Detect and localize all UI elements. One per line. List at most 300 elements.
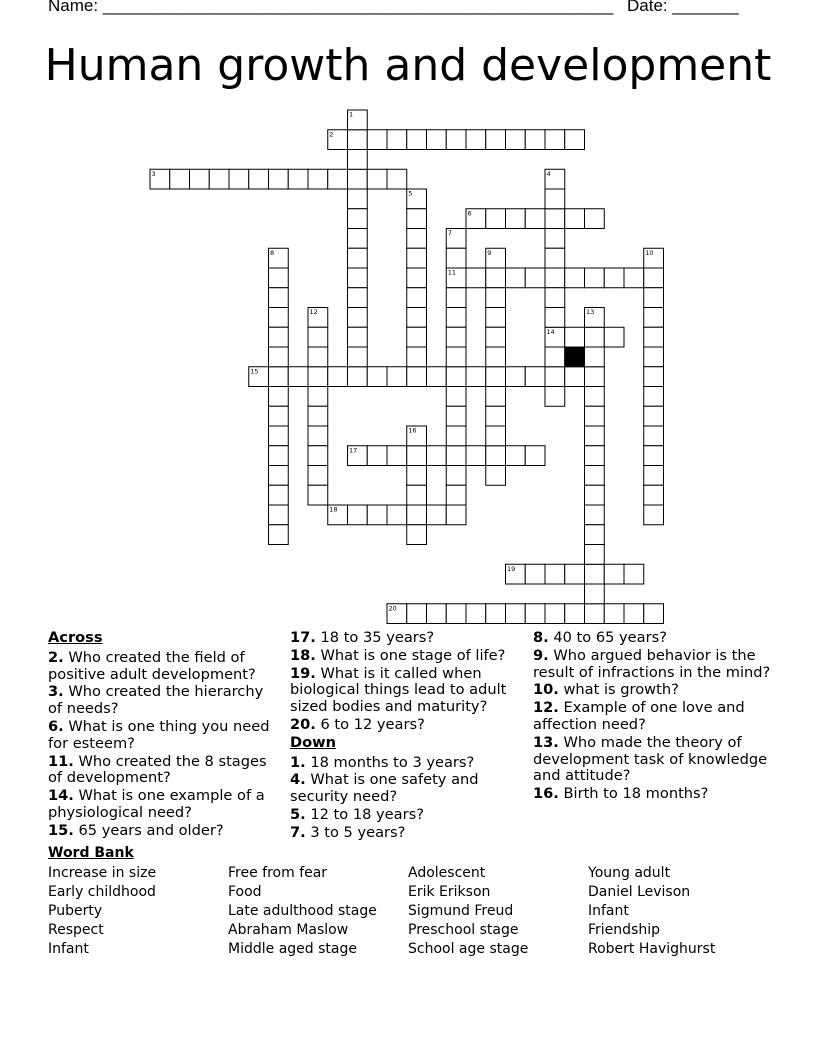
cell-number: 9	[487, 248, 492, 257]
grid-cell[interactable]	[269, 308, 289, 328]
grid-cell[interactable]	[249, 169, 269, 189]
clue-text: Who created the hierarchy of needs?	[48, 683, 264, 718]
clue-text: 3 to 5 years?	[305, 823, 406, 841]
grid-cell[interactable]	[446, 466, 466, 486]
grid-cell[interactable]	[348, 505, 368, 525]
grid-cell[interactable]	[308, 466, 328, 486]
grid-cell[interactable]	[348, 367, 368, 387]
grid-cell[interactable]	[604, 564, 624, 584]
clue-number: 4.	[290, 771, 306, 789]
grid-cell[interactable]	[269, 505, 289, 525]
clue-number: 1.	[290, 753, 306, 771]
word-bank-item: Early childhood	[48, 884, 156, 900]
grid-cell[interactable]	[269, 268, 289, 288]
cell-number: 11	[447, 268, 457, 277]
grid-cell[interactable]	[348, 308, 368, 328]
grid-cell[interactable]	[348, 268, 368, 288]
grid-cell[interactable]	[486, 446, 506, 466]
grid-cell[interactable]	[585, 564, 605, 584]
grid-cell[interactable]	[585, 387, 605, 407]
grid-cell[interactable]	[446, 308, 466, 328]
grid-cell[interactable]	[407, 327, 427, 347]
grid-cell[interactable]	[585, 367, 605, 387]
cell-number: 10	[645, 248, 654, 257]
grid-cell[interactable]	[565, 327, 585, 347]
grid-cell[interactable]	[565, 604, 585, 624]
grid-cell[interactable]	[545, 564, 565, 584]
grid-cell[interactable]	[486, 327, 506, 347]
grid-cell[interactable]	[407, 209, 427, 229]
grid-cell[interactable]	[506, 130, 526, 150]
grid-cell[interactable]	[229, 169, 249, 189]
shaded-cell	[565, 347, 585, 367]
grid-cell[interactable]	[407, 485, 427, 505]
clue-number: 18.	[290, 646, 316, 664]
clue-number: 13.	[533, 733, 559, 751]
grid-cell[interactable]	[269, 426, 289, 446]
clue-text: what is growth?	[558, 681, 679, 699]
grid-cell[interactable]	[545, 130, 565, 150]
word-bank-item: Young adult	[588, 865, 671, 881]
grid-cell[interactable]	[585, 545, 605, 565]
grid-cell[interactable]	[525, 209, 545, 229]
clue-text: 18 months to 3 years?	[305, 753, 475, 771]
grid-cell[interactable]	[486, 308, 506, 328]
date-field[interactable]: Date: _______	[627, 0, 739, 15]
page-title: Human growth and development	[44, 40, 772, 91]
grid-cell[interactable]	[269, 446, 289, 466]
grid-cell[interactable]	[348, 327, 368, 347]
clues-column-1	[48, 630, 273, 841]
grid-cell[interactable]	[328, 367, 348, 387]
grid-cell[interactable]	[427, 505, 447, 525]
grid-cell[interactable]	[585, 446, 605, 466]
grid-cell[interactable]	[585, 485, 605, 505]
grid-cell[interactable]	[308, 406, 328, 426]
grid-cell[interactable]	[446, 288, 466, 308]
clue	[48, 823, 273, 840]
grid-cell[interactable]	[644, 308, 664, 328]
clue-number: 7.	[290, 823, 306, 841]
grid-cell[interactable]	[525, 446, 545, 466]
grid-cell[interactable]	[644, 288, 664, 308]
grid-cell[interactable]	[525, 564, 545, 584]
cell-number: 16	[408, 426, 417, 435]
grid-cell[interactable]	[348, 248, 368, 268]
clue-text: 40 to 65 years?	[548, 629, 667, 646]
clue-text: 12 to 18 years?	[305, 805, 424, 823]
cell-number: 20	[388, 604, 397, 613]
cell-number: 5	[408, 189, 413, 198]
grid-cell[interactable]	[308, 426, 328, 446]
clue	[290, 825, 520, 842]
word-bank-item: Infant	[48, 941, 89, 957]
clue-number: 8.	[533, 629, 549, 646]
grid-cell[interactable]	[545, 347, 565, 367]
word-bank-item: Sigmund Freud	[408, 903, 514, 919]
grid-cell[interactable]	[308, 485, 328, 505]
grid-cell[interactable]	[446, 604, 466, 624]
across-clue-list-continued	[290, 630, 520, 734]
cell-number: 18	[329, 505, 338, 514]
clue	[290, 666, 520, 716]
grid-cell[interactable]	[308, 327, 328, 347]
word-bank-item: Abraham Maslow	[228, 922, 349, 938]
grid-cell[interactable]	[585, 209, 605, 229]
grid-cell[interactable]	[367, 446, 387, 466]
grid-cell[interactable]	[466, 268, 486, 288]
grid-cell[interactable]	[486, 288, 506, 308]
word-bank-item: Increase in size	[48, 865, 157, 881]
grid-cell[interactable]	[624, 564, 644, 584]
clue-number: 6.	[48, 717, 64, 735]
cell-number: 17	[349, 446, 358, 455]
grid-cell[interactable]	[288, 169, 308, 189]
cell-number: 14	[546, 327, 555, 336]
clues-column-3	[533, 630, 773, 804]
clue	[48, 754, 273, 788]
word-bank-item: Friendship	[588, 922, 660, 938]
grid-cell[interactable]	[644, 604, 664, 624]
cell-number: 15	[250, 367, 259, 376]
grid-cell[interactable]	[565, 130, 585, 150]
grid-cell[interactable]	[269, 327, 289, 347]
grid-cell[interactable]	[585, 505, 605, 525]
cell-number: 12	[309, 308, 318, 316]
clue-number: 15.	[48, 821, 74, 839]
word-bank-item: Free from fear	[228, 865, 328, 881]
down-clue-list-continued	[533, 630, 773, 803]
grid-cell[interactable]	[466, 446, 486, 466]
grid-cell[interactable]	[585, 525, 605, 545]
grid-cell[interactable]	[506, 604, 526, 624]
grid-cell[interactable]	[545, 229, 565, 249]
clue-number: 12.	[533, 699, 559, 717]
grid-cell[interactable]	[545, 604, 565, 624]
name-field[interactable]: Name: ______________________________________________________	[48, 0, 614, 15]
grid-cell[interactable]	[644, 466, 664, 486]
clue	[533, 700, 773, 734]
grid-cell[interactable]	[545, 268, 565, 288]
grid-cell[interactable]	[387, 130, 407, 150]
grid-cell[interactable]	[269, 406, 289, 426]
grid-cell[interactable]	[387, 446, 407, 466]
grid-cell[interactable]	[407, 288, 427, 308]
clue-number: 19.	[290, 664, 316, 682]
grid-cell[interactable]	[525, 130, 545, 150]
grid-cell[interactable]	[545, 288, 565, 308]
grid-cell[interactable]	[269, 169, 289, 189]
clue-text: Who made the theory of development task of knowledge and attitude?	[533, 733, 768, 785]
cell-number: 13	[586, 308, 595, 316]
grid-cell[interactable]	[525, 367, 545, 387]
grid-cell[interactable]	[486, 347, 506, 367]
grid-cell[interactable]	[624, 268, 644, 288]
grid-cell[interactable]	[407, 347, 427, 367]
word-bank-item: School age stage	[408, 941, 529, 957]
clue-number: 11.	[48, 752, 74, 770]
clue-text: What is one thing you need for esteem?	[48, 717, 270, 752]
grid-cell[interactable]	[269, 485, 289, 505]
clue-text: 65 years and older?	[73, 821, 224, 839]
grid-cell[interactable]	[486, 604, 506, 624]
grid-cell[interactable]	[446, 446, 466, 466]
clue-number: 2.	[48, 648, 64, 666]
clues-column-2	[290, 630, 520, 843]
grid-cell[interactable]	[585, 406, 605, 426]
grid-cell[interactable]	[565, 268, 585, 288]
grid-cell[interactable]	[308, 347, 328, 367]
word-bank-item: Preschool stage	[408, 922, 519, 938]
grid-cell[interactable]	[308, 387, 328, 407]
clue-text: 6 to 12 years?	[315, 715, 425, 733]
grid-cell[interactable]	[387, 169, 407, 189]
clue-number: 5.	[290, 805, 306, 823]
grid-cell[interactable]	[348, 150, 368, 170]
grid-cell[interactable]	[585, 584, 605, 604]
grid-cell[interactable]	[427, 130, 447, 150]
grid-cell[interactable]	[506, 268, 526, 288]
grid-cell[interactable]	[427, 367, 447, 387]
grid-cell[interactable]	[446, 347, 466, 367]
grid-cell[interactable]	[170, 169, 190, 189]
grid-cell[interactable]	[506, 446, 526, 466]
grid-cell[interactable]	[387, 367, 407, 387]
grid-cell[interactable]	[565, 564, 585, 584]
clue-number: 3.	[48, 683, 64, 701]
grid-cell[interactable]	[446, 406, 466, 426]
clue-text: Who created the 8 stages of development?	[48, 752, 267, 787]
clue-text: What is one stage of life?	[315, 646, 506, 664]
grid-cell[interactable]	[446, 130, 466, 150]
grid-cell[interactable]	[446, 485, 466, 505]
grid-cell[interactable]	[367, 367, 387, 387]
grid-cell[interactable]	[269, 347, 289, 367]
grid-cell[interactable]	[486, 426, 506, 446]
grid-cell[interactable]	[269, 367, 289, 387]
word-bank-item: Late adulthood stage	[228, 903, 377, 919]
grid-cell[interactable]	[407, 466, 427, 486]
clue-number: 10.	[533, 681, 559, 699]
clue	[290, 755, 520, 772]
grid-cell[interactable]	[348, 229, 368, 249]
grid-cell[interactable]	[644, 406, 664, 426]
clue	[290, 807, 520, 824]
clue-text: 18 to 35 years?	[315, 629, 435, 646]
grid-cell[interactable]	[269, 288, 289, 308]
grid-cell[interactable]	[407, 248, 427, 268]
clue-text: Birth to 18 months?	[558, 785, 709, 803]
grid-cell[interactable]	[486, 130, 506, 150]
grid-cell[interactable]	[604, 268, 624, 288]
word-bank-column	[228, 864, 408, 959]
clue	[48, 684, 273, 718]
clue-text: What is one safety and security need?	[290, 771, 479, 806]
grid-cell[interactable]	[387, 505, 407, 525]
word-bank-item: Food	[228, 884, 262, 900]
across-clue-list	[48, 650, 273, 840]
word-bank-column	[588, 864, 768, 959]
grid-cell[interactable]	[328, 169, 348, 189]
grid-cell[interactable]	[209, 169, 229, 189]
grid-cell[interactable]	[348, 169, 368, 189]
grid-cell[interactable]	[407, 229, 427, 249]
grid-cell[interactable]	[348, 288, 368, 308]
cell-number: 7	[447, 229, 452, 237]
grid-cell[interactable]	[446, 327, 466, 347]
clue-number: 14.	[48, 787, 74, 805]
cell-number: 1	[349, 110, 354, 119]
grid-cell[interactable]	[269, 387, 289, 407]
grid-cell[interactable]	[644, 446, 664, 466]
grid-cell[interactable]	[525, 268, 545, 288]
grid-cell[interactable]	[545, 308, 565, 328]
grid-cell[interactable]	[446, 505, 466, 525]
word-bank-item: Erik Erikson	[408, 884, 491, 900]
grid-cell[interactable]	[407, 446, 427, 466]
grid-cell[interactable]	[407, 367, 427, 387]
grid-cell[interactable]	[486, 406, 506, 426]
word-bank-item: Puberty	[48, 903, 103, 919]
grid-cell[interactable]	[585, 466, 605, 486]
clue	[48, 788, 273, 822]
grid-cell[interactable]	[269, 525, 289, 545]
grid-cell[interactable]	[644, 347, 664, 367]
clue	[533, 630, 773, 647]
grid-cell[interactable]	[407, 505, 427, 525]
cell-number: 2	[329, 130, 334, 139]
grid-cell[interactable]	[585, 268, 605, 288]
grid-cell[interactable]	[466, 130, 486, 150]
grid-cell[interactable]	[348, 130, 368, 150]
cell-number: 4	[546, 169, 551, 178]
clue-number: 9.	[533, 646, 549, 664]
grid-cell[interactable]	[545, 189, 565, 209]
grid-cell[interactable]	[506, 209, 526, 229]
grid-cell[interactable]	[446, 248, 466, 268]
grid-cell[interactable]	[269, 466, 289, 486]
grid-cell[interactable]	[585, 426, 605, 446]
grid-cell[interactable]	[506, 367, 526, 387]
grid-cell[interactable]	[367, 130, 387, 150]
grid-cell[interactable]	[644, 268, 664, 288]
clue	[48, 719, 273, 753]
grid-cell[interactable]	[644, 426, 664, 446]
clue-text: What is it called when biological things lead to adult sized bodies and maturity?	[290, 664, 507, 716]
grid-cell[interactable]	[644, 505, 664, 525]
word-bank-item: Middle aged stage	[228, 941, 357, 957]
word-bank-column	[408, 864, 588, 959]
grid-cell[interactable]	[427, 446, 447, 466]
grid-cell[interactable]	[446, 367, 466, 387]
grid-cell[interactable]	[348, 209, 368, 229]
grid-cell[interactable]	[288, 367, 308, 387]
down-clue-list	[290, 755, 520, 842]
word-bank-column	[48, 864, 228, 959]
grid-cell[interactable]	[407, 130, 427, 150]
grid-cell[interactable]	[644, 485, 664, 505]
grid-cell[interactable]	[486, 209, 506, 229]
cell-number: 3	[151, 169, 156, 178]
grid-cell[interactable]	[545, 248, 565, 268]
clue	[533, 682, 773, 699]
word-bank-item: Adolescent	[408, 865, 486, 881]
grid-cell[interactable]	[486, 466, 506, 486]
grid-cell[interactable]	[367, 169, 387, 189]
clue-text: Who created the field of positive adult development?	[48, 648, 256, 683]
word-bank-item: Infant	[588, 903, 629, 919]
cell-number: 6	[467, 209, 472, 218]
clue-number: 17.	[290, 629, 316, 646]
across-heading: Across	[48, 629, 103, 646]
grid-cell[interactable]	[486, 387, 506, 407]
clue-text: Who argued behavior is the result of infractions in the mind?	[533, 646, 771, 681]
grid-cell[interactable]	[486, 268, 506, 288]
cell-number: 8	[270, 248, 275, 257]
clue	[290, 648, 520, 665]
down-heading: Down	[290, 733, 337, 751]
grid-cell[interactable]	[644, 367, 664, 387]
grid-cell[interactable]	[604, 604, 624, 624]
grid-cell[interactable]	[466, 367, 486, 387]
grid-cell[interactable]	[486, 367, 506, 387]
clue	[48, 650, 273, 684]
grid-cell[interactable]	[308, 169, 328, 189]
clue	[290, 630, 520, 647]
grid-cell[interactable]	[565, 367, 585, 387]
grid-cell[interactable]	[545, 209, 565, 229]
grid-cell[interactable]	[407, 268, 427, 288]
grid-cell[interactable]	[367, 505, 387, 525]
grid-cell[interactable]	[446, 426, 466, 446]
grid-cell[interactable]	[427, 604, 447, 624]
grid-cell[interactable]	[190, 169, 210, 189]
grid-cell[interactable]	[348, 189, 368, 209]
grid-cell[interactable]	[525, 604, 545, 624]
word-bank-item: Respect	[48, 922, 104, 938]
clue	[533, 786, 773, 803]
grid-cell[interactable]	[446, 387, 466, 407]
grid-cell[interactable]	[308, 367, 328, 387]
grid-cell[interactable]	[585, 604, 605, 624]
grid-cell[interactable]	[407, 525, 427, 545]
grid-cell[interactable]	[565, 209, 585, 229]
grid-cell[interactable]	[604, 327, 624, 347]
grid-cell[interactable]	[624, 604, 644, 624]
grid-cell[interactable]	[644, 327, 664, 347]
word-bank-item: Daniel Levison	[588, 884, 691, 900]
grid-cell[interactable]	[308, 446, 328, 466]
grid-cell[interactable]	[466, 604, 486, 624]
grid-cell[interactable]	[585, 347, 605, 367]
grid-cell[interactable]	[545, 387, 565, 407]
grid-cell[interactable]	[407, 308, 427, 328]
clue-number: 20.	[290, 715, 316, 733]
clue	[290, 717, 520, 734]
word-bank-item: Robert Havighurst	[588, 941, 716, 957]
clue-text: Example of one love and affection need?	[533, 699, 745, 733]
clue-text: What is one example of a physiological need?	[48, 787, 265, 821]
grid-cell[interactable]	[407, 604, 427, 624]
word-bank-heading: Word Bank	[48, 845, 134, 861]
grid-cell[interactable]	[348, 347, 368, 367]
clue	[290, 772, 520, 806]
clue	[533, 648, 773, 682]
grid-cell[interactable]	[545, 367, 565, 387]
grid-cell[interactable]	[644, 387, 664, 407]
grid-cell[interactable]	[585, 327, 605, 347]
clue-number: 16.	[533, 785, 559, 803]
